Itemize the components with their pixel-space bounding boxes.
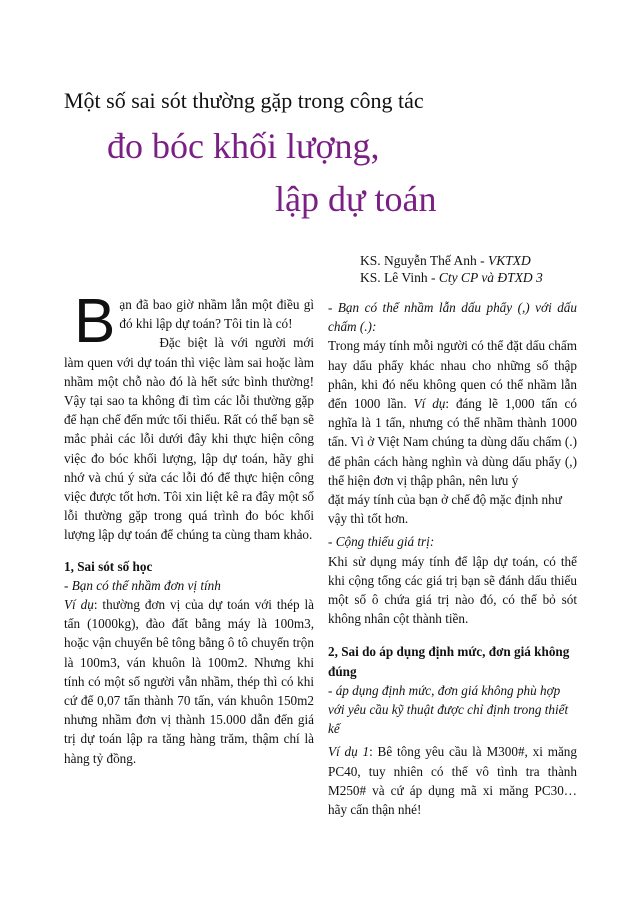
title-line-2: đo bóc khối lượng, xyxy=(107,126,380,166)
paragraph-comma-period-cont: đặt máy tính của bạn ở chế độ mặc định như vậy thì tốt hơn. xyxy=(328,492,562,527)
author-2: KS. Lê Vinh - Cty CP và ĐTXD 3 xyxy=(360,270,543,285)
section-1-subheading: - Bạn có thể nhầm đơn vị tính xyxy=(64,577,221,593)
example-2-paragraph: Ví dụ 1: Bê tông yêu cầu là M300#, xi măng PC40, tuy nhiên có thể vô tình tra thành M250# và cứ áp dụng mã xi măng PC30… hãy cẩn thận nhé! xyxy=(328,744,577,818)
section-2-subheading: - áp dụng định mức, đơn giá không phù hợp với yêu cầu kỹ thuật được chỉ định trong thiết kế xyxy=(328,682,569,737)
title-line-3: lập dự toán xyxy=(275,179,437,219)
example-paragraph: Ví dụ: thường đơn vị của dự toán với thép là tấn (1000kg), đào đất bằng máy là 100m3, hoặc vận chuyển bê tông bằng ô tô chuyển trộn là 100m3, ván khuôn là 100m2. Nhưng khi tính có một số người vẫn nhầm, thép thì có khi cứ để 0,07 tấn thành 70 tấn, ván khuôn 150m2 nhưng nhầm đơn vị thành 15.000 dẫn đến giá trị dự toán lập ra tăng hàng trăm, thậm chí là hàng tỷ đồng. xyxy=(64,597,314,766)
right-column xyxy=(328,298,577,819)
left-column xyxy=(64,287,314,768)
drop-cap: B xyxy=(74,287,116,356)
paragraph-comma-period: Trong máy tính mỗi người có thể đặt dấu chấm hay dấu phẩy khác nhau cho những số thập phân, khi đó nếu không quen có thể nhầm lẫn đến 1000 lần. Ví dụ: đáng lẽ 1,000 tấn có nghĩa là 1 tấn, nhưng có thể nhầm thành 1000 tấn. Vì ở Việt Nam chúng ta dùng dấu chấm (.) để phân cách hàng nghìn và dùng dấu phẩy (,) thể hiện đơn vị thập phân, nên lưu ý xyxy=(328,338,577,488)
intro-paragraph: Đặc biệt là với người mới làm quen với dự toán thì việc làm sai hoặc làm nhầm một chỗ nào đó là hết sức bình thường! Vậy tại sao ta không đi tìm các lỗi thường gặp để hạn chế đến mức tối thiểu. Rất có thể bạn sẽ mắc phải các lỗi dưới đây khi thực hiện công việc đo bóc khối lượng, lập dự toán, hãy ghi nhớ và chú ý sửa các lỗi đó để thực hiện công việc được tốt hơn. Tôi xin liệt kê ra đây một số lỗi thường gặp trong quá trình đo bóc khối lượng lập dự toán để chúng ta cùng tham khảo. xyxy=(64,335,314,543)
author-1: KS. Nguyễn Thế Anh - VKTXD xyxy=(360,253,531,268)
intro-first-paragraph: Bạn đã bao giờ nhầm lẫn một điều gì đó khi lập dự toán? Tôi tin là có! xyxy=(74,287,314,356)
subheading-missing-sum: - Cộng thiếu giá trị: xyxy=(328,534,435,550)
section-1-heading: 1, Sai sót số học xyxy=(64,558,153,574)
section-2-heading: 2, Sai do áp dụng định mức, đơn giá không đúng xyxy=(328,644,570,679)
authors-block xyxy=(360,252,600,286)
subheading-comma-period: - Bạn có thể nhầm lẫn dấu phẩy (,) với dấu chấm (.): xyxy=(328,300,577,335)
paragraph-missing-sum: Khi sử dụng máy tính để lập dự toán, có thể khi cộng tổng các giá trị bạn sẽ đánh dấu thiếu một số ô chứa giá trị nào đó, có thể bỏ sót không nhân cột thành tiền. xyxy=(328,553,577,627)
title-line-1: Một số sai sót thường gặp trong công tác xyxy=(64,88,424,113)
